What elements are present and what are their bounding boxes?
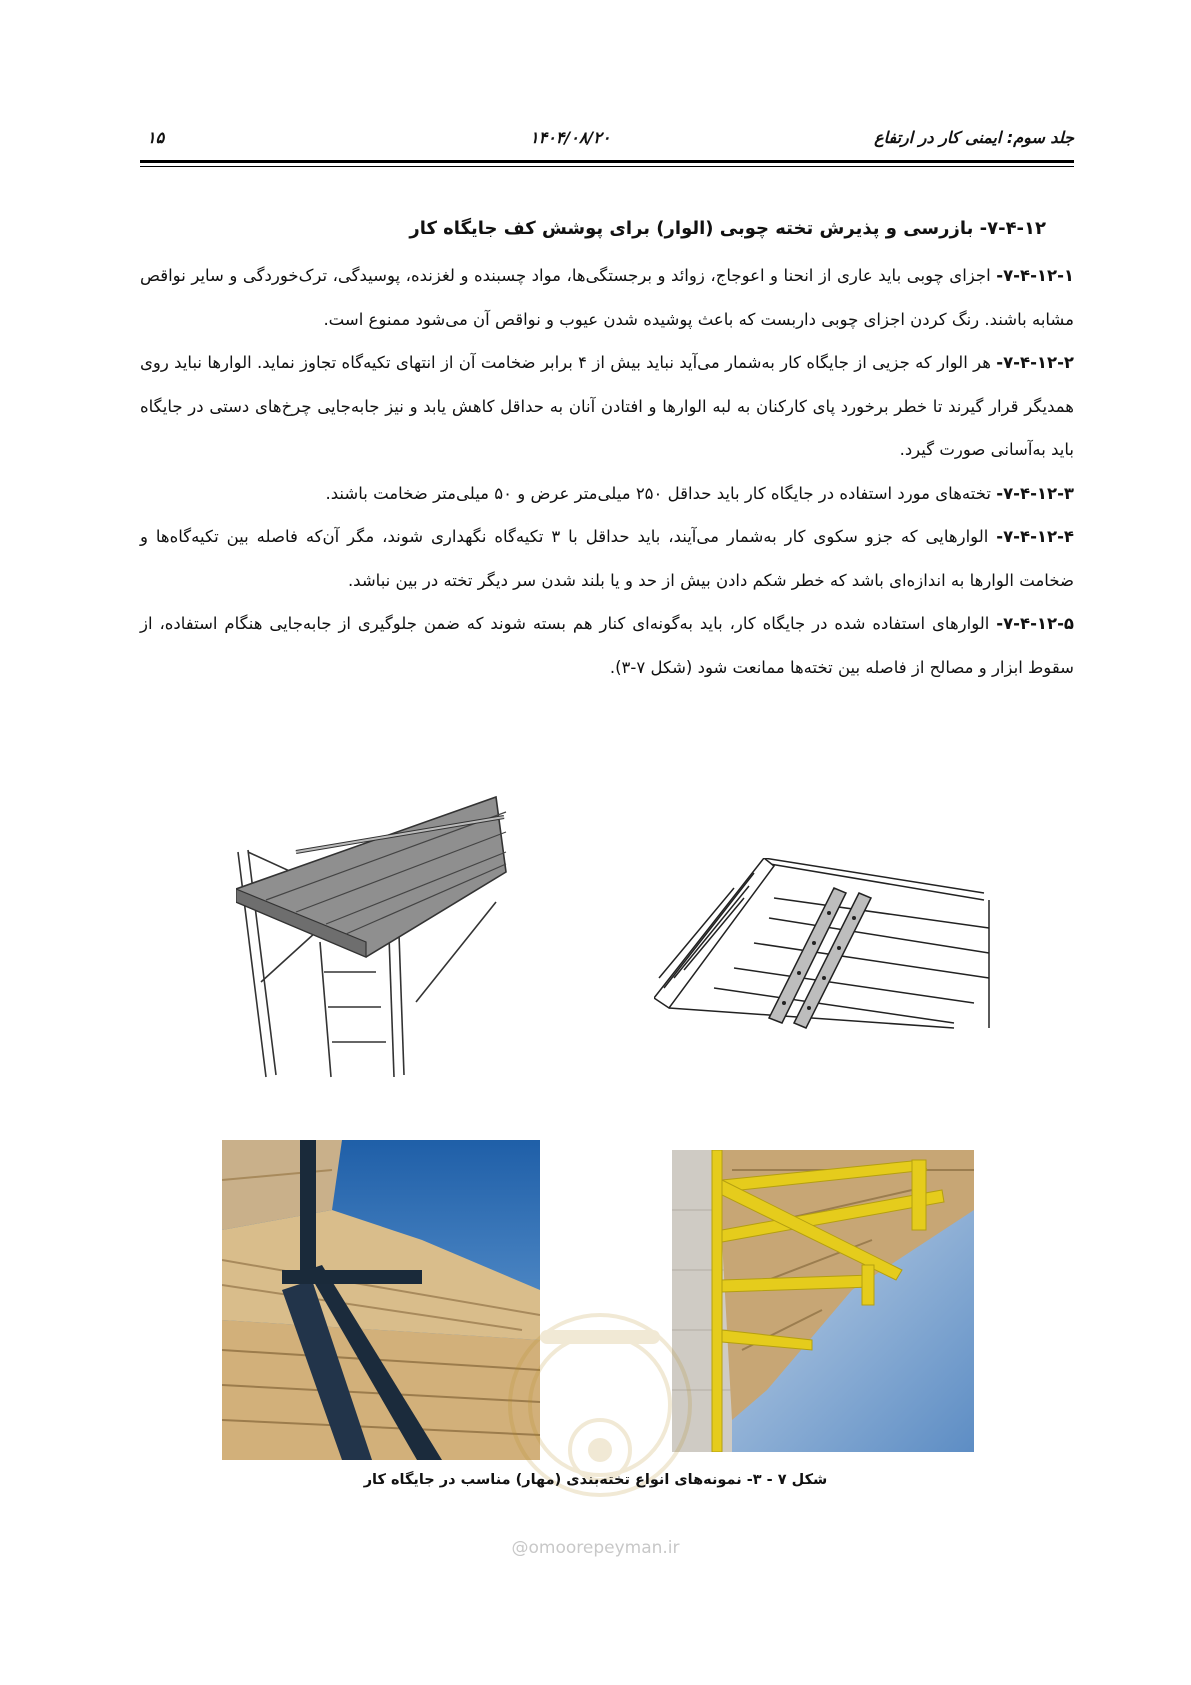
paragraph-5 [140, 602, 1074, 689]
paragraph-text: تخته‌های مورد استفاده در جایگاه کار باید حداقل ۲۵۰ میلی‌متر عرض و ۵۰ میلی‌متر ضخامت باشند. [325, 483, 997, 503]
paragraph-text: الوارهایی که جزو سکوی کار به‌شمار می‌آیند، باید حداقل با ۳ تکیه‌گاه نگهداری شوند، مگر آن‌که فاصله بین تکیه‌گاه‌ها و ضخامت الوارها به اندازه‌ای باشد که خطر شکم دادن بیش از حد و یا بلند شدن سر دیگر تخته در بین نباشد. [140, 527, 1074, 590]
watermark-url: @omoorepeyman.ir [511, 1538, 680, 1558]
paragraph-1 [140, 254, 1074, 341]
scaffold-plank-drawing [236, 792, 536, 1082]
header-title: جلد سوم: ایمنی کار در ارتفاع [874, 128, 1074, 147]
paragraph-text: هر الوار که جزیی از جایگاه کار به‌شمار می‌آید نباید بیش از ۴ برابر ضخامت آن از انتهای تکیه‌گاه تجاوز نماید. الوارها نباید روی همدیگر قرار گیرند تا خطر برخورد پای کارکنان به لبه الوارها و افتادن آنان به حداقل کاهش یابد و نیز جابه‌جایی چرخ‌های دستی در جایگاه باید به‌آسانی صورت گیرد. [140, 353, 1074, 459]
paragraph-number: ۷-۴-۱۲-۵- [996, 614, 1074, 633]
paragraph-number: ۷-۴-۱۲-۴- [996, 527, 1074, 546]
header-rule-thin [140, 166, 1074, 167]
header-date: ۱۴۰۴/۰۸/۲۰ [530, 128, 611, 147]
paragraph-number: ۷-۴-۱۲-۲- [996, 353, 1074, 372]
paragraph-4 [140, 515, 1074, 602]
header-rule-thick [140, 160, 1074, 163]
body-text [140, 212, 1074, 689]
paragraph-number: ۷-۴-۱۲-۱- [996, 266, 1074, 285]
figure-caption: شکل ۷ - ۳- نمونه‌های انواع تخته‌بندی (مهار) مناسب در جایگاه کار [363, 1472, 828, 1488]
watermark-logo [480, 1290, 720, 1540]
paragraph-number: ۷-۴-۱۲-۳- [996, 483, 1074, 503]
section-title: ۷-۴-۱۲- بازرسی و پذیرش تخته چوبی (الوار) برای پوشش کف جایگاه کار [409, 218, 1046, 239]
plank-cleat-drawing [654, 858, 1004, 1033]
paragraph-2 [140, 341, 1074, 472]
paragraph-text: اجزای چوبی باید عاری از انحنا و اعوجاج، زوائد و برجستگی‌ها، مواد چسبنده و لغزنده، پوسیدگی، ترک‌خوردگی و سایر نواقص مشابه باشند. رنگ کردن اجزای چوبی داربست که باعث پوشیده شدن عیوب و نواقص آن می‌شود ممنوع است. [140, 266, 1074, 329]
page-number: ۱۵ [147, 128, 165, 147]
paragraph-3 [140, 472, 1074, 516]
paragraph-text: الوارهای استفاده شده در جایگاه کار، باید به‌گونه‌ای کنار هم بسته شوند که ضمن جلوگیری از جابه‌جایی هنگام استفاده، از سقوط ابزار و مصالح از فاصله بین تخته‌ها ممانعت شود (شکل ۷-۳). [140, 614, 1074, 677]
